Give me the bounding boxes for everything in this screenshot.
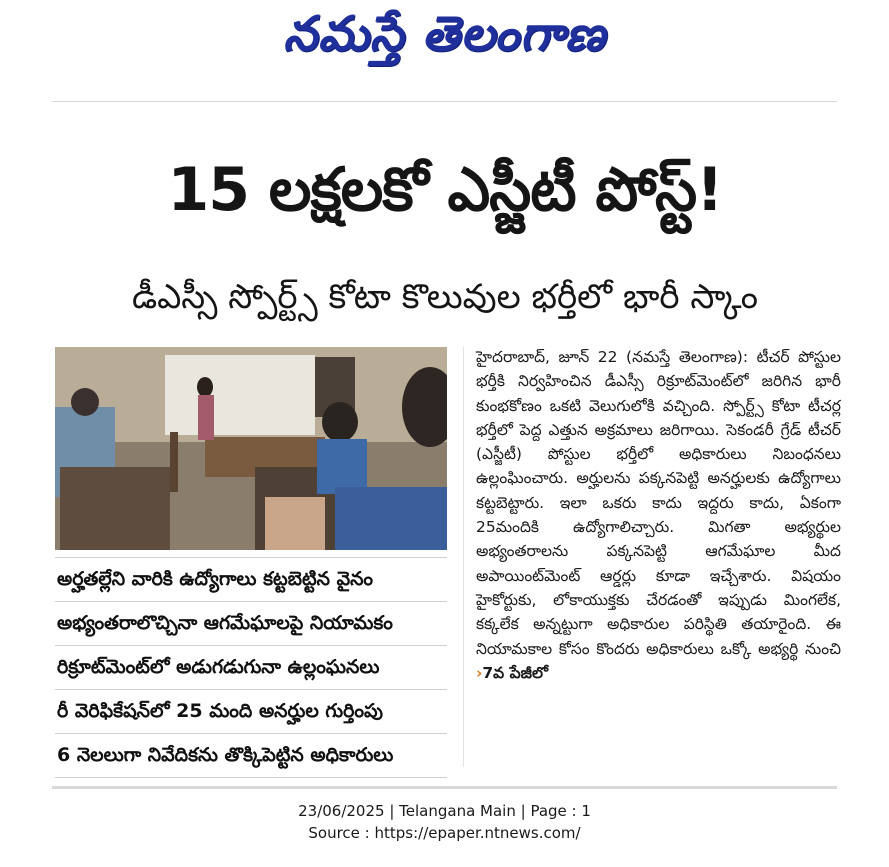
highlight-item: 6 నెలలుగా నివేదికను తొక్కిపెట్టిన అధికారులు	[55, 734, 447, 778]
continued-link[interactable]: 7వ పేజీలో	[482, 663, 548, 682]
highlight-item: అభ్యంతరాలొచ్చినా ఆగమేఘాలపై నియామకం	[55, 602, 447, 646]
article-body	[476, 345, 841, 685]
footer-source-link[interactable]: Source : https://epaper.ntnews.com/	[308, 824, 581, 842]
footer-edition-info: 23/06/2025 | Telangana Main | Page : 1	[298, 802, 591, 820]
masthead	[0, 0, 889, 80]
newspaper-logo: నమస్తే తెలంగాణ	[283, 6, 606, 62]
bottom-divider	[52, 786, 837, 789]
top-divider	[52, 101, 837, 102]
subheadline: డీఎస్సీ స్పోర్ట్స్ కోటా కొలువుల భర్తీలో భారీ స్కాం	[131, 277, 759, 317]
column-divider	[463, 347, 464, 767]
headline: 15 లక్షలకో ఎస్జీటీ పోస్ట్!	[167, 155, 723, 225]
classroom-photo	[55, 347, 447, 550]
highlight-item: రిక్రూట్‌మెంట్‌లో అడుగడుగునా ఉల్లంఘనలు	[55, 646, 447, 690]
highlight-item: రీ వెరిఫికేషన్‌లో 25 మంది అనర్హుల గుర్తింపు	[55, 690, 447, 734]
continued-arrow: ›	[476, 663, 483, 682]
article-body-text: హైదరాబాద్, జూన్ 22 (నమస్తే తెలంగాణ): టీచర్ పోస్టుల భర్తీకి నిర్వహించిన డీఎస్సీ రిక్రూట్‌మెంట్‌లో జరిగిన భారీ కుంభకోణం ఒకటి వెలుగులోకి వచ్చింది. స్పోర్ట్స్ కోటా టీచర్ల భర్తీలో పెద్ద ఎత్తున అక్రమాలు జరిగాయి. సెకండరీ గ్రేడ్ టీచర్ (ఎస్జీటీ) పోస్టుల భర్తీలో అధికారులు నిబంధనలు ఉల్లంఘించారు. అర్హులను పక్కనపెట్టి అనర్హులకు ఉద్యోగాలు కట్టబెట్టారు. ఇలా ఒకరు కాదు ఇద్దరు కాదు, ఏకంగా 25మందికి ఉద్యోగాలిచ్చారు. మిగతా అభ్యర్థుల అభ్యంతరాలను పక్కనపెట్టి ఆగమేఘాల మీద అపాయింట్‌మెంట్ ఆర్డర్లు కూడా ఇచ్చేశారు. విషయం హైకోర్టుకు, లోకాయుక్తకు చేరడంతో ఇప్పుడు మింగలేక, కక్కలేక అన్నట్టుగా అధికారుల పరిస్థితి తయారైంది. ఈ నియామకాల కోసం కొందరు అధికారులు ఒక్కో అభ్యర్థి నుంచి	[476, 348, 841, 658]
footer	[0, 800, 889, 844]
highlight-item: అర్హతల్లేని వారికి ఉద్యోగాలు కట్టబెట్టిన వైనం	[55, 557, 447, 602]
highlights-box	[55, 557, 447, 778]
